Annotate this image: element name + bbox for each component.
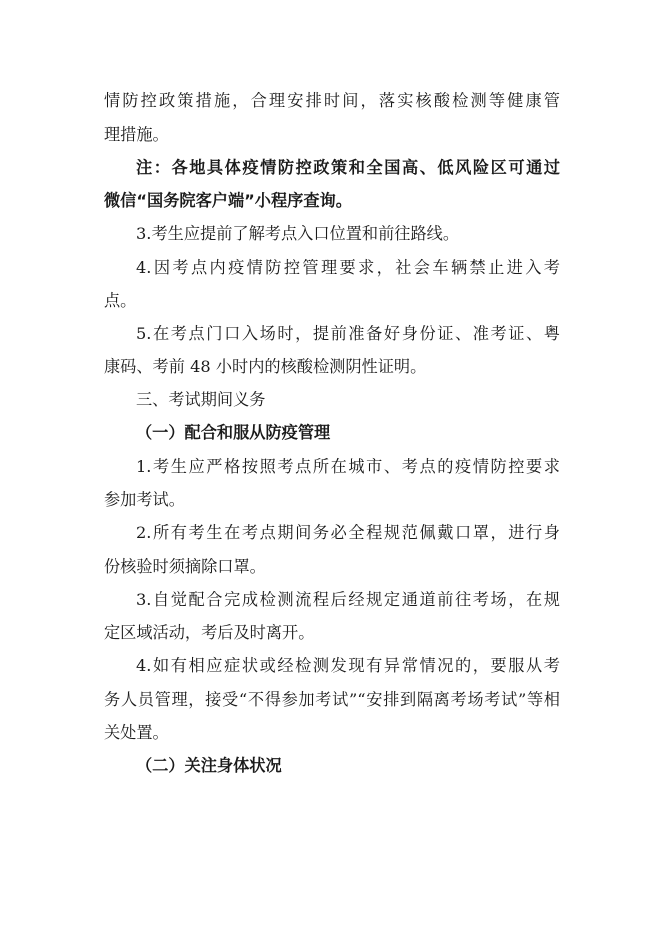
paragraph-line: 情防控政策措施，合理安排时间，落实核酸检测等健康管 bbox=[104, 91, 560, 110]
list-item-continued: 份核验时须摘除口罩。 bbox=[104, 557, 266, 576]
list-item: 2.所有考生在考点期间务必全程规范佩戴口罩，进行身 bbox=[136, 523, 560, 542]
list-item: 4.如有相应症状或经检测发现有异常情况的，要服从考 bbox=[136, 656, 560, 675]
list-item-continued: 定区域活动，考后及时离开。 bbox=[104, 623, 315, 642]
note-line: 注：各地具体疫情防控政策和全国高、低风险区可通过 bbox=[136, 158, 560, 177]
list-item-continued: 点。 bbox=[104, 291, 137, 310]
subsection-heading: （二）关注身体状况 bbox=[136, 756, 282, 775]
list-item: 3.考生应提前了解考点入口位置和前往路线。 bbox=[136, 224, 460, 243]
list-item-continued: 参加考试。 bbox=[104, 490, 185, 509]
note-line: 微信“国务院客户端”小程序查询。 bbox=[104, 191, 352, 210]
list-item: 3.自觉配合完成检测流程后经规定通道前往考场，在规 bbox=[136, 590, 560, 609]
list-item-continued: 康码、考前 48 小时内的核酸检测阴性证明。 bbox=[104, 357, 427, 376]
list-item-continued: 务人员管理，接受“不得参加考试”“安排到隔离考场考试”等相 bbox=[104, 690, 560, 709]
list-item: 1.考生应严格按照考点所在城市、考点的疫情防控要求 bbox=[136, 457, 560, 476]
subsection-heading: （一）配合和服从防疫管理 bbox=[136, 423, 331, 442]
section-heading: 三、考试期间义务 bbox=[136, 390, 266, 409]
list-item-continued: 关处置。 bbox=[104, 723, 169, 742]
paragraph-line: 理措施。 bbox=[104, 125, 169, 144]
list-item: 4.因考点内疫情防控管理要求，社会车辆禁止进入考 bbox=[136, 258, 560, 277]
list-item: 5.在考点门口入场时，提前准备好身份证、准考证、粤 bbox=[136, 324, 560, 343]
